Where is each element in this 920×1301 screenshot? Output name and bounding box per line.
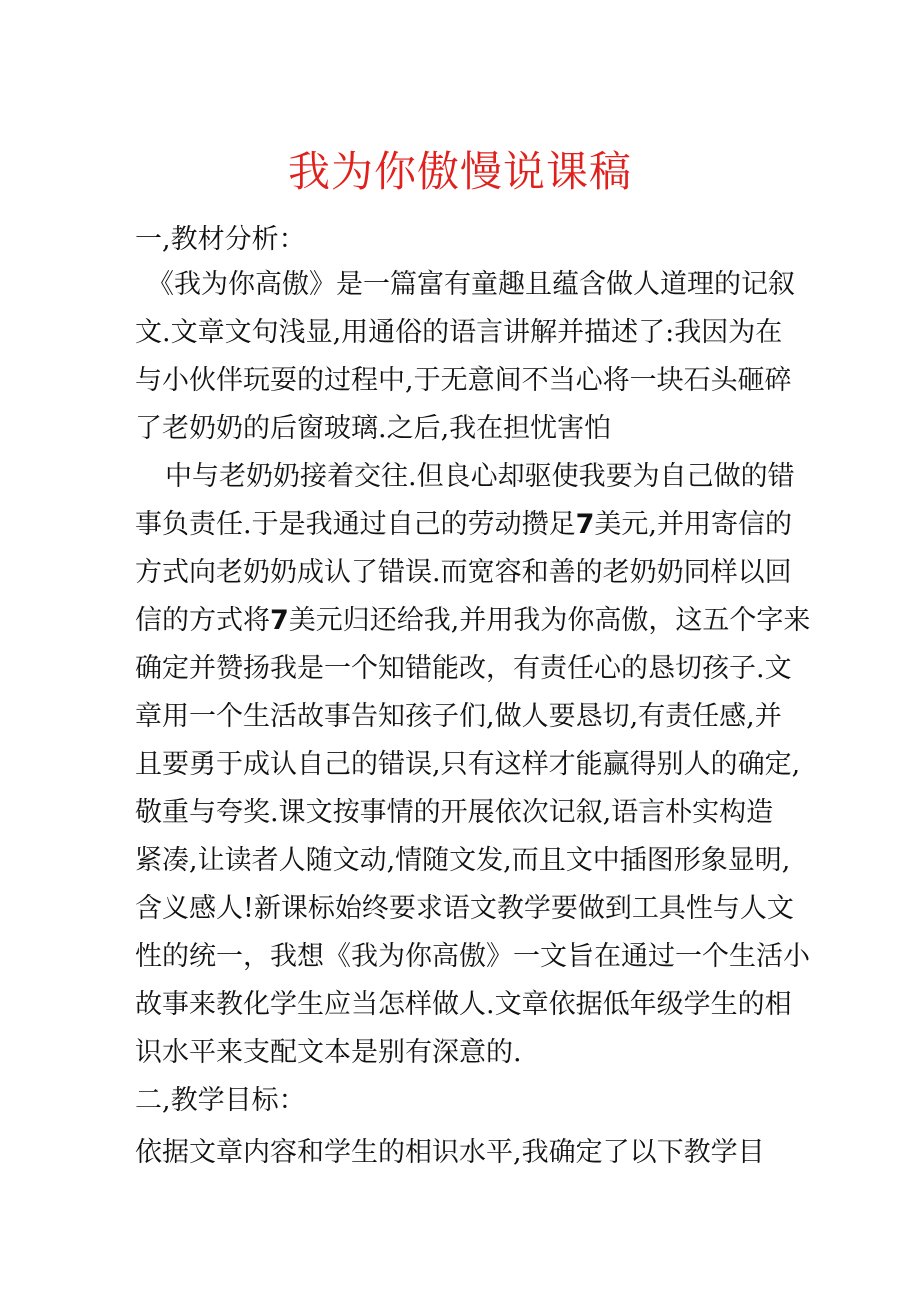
paragraph-2-line-8: 敬重与夸奖.课文按事情的开展依次记叙,语言朴实构造 [135,797,774,828]
paragraph-2-line-10: 含义感人!新课标始终要求语文教学要做到工具性与人文 [135,893,794,924]
paragraph-2-line-9: 紧凑,让读者人随文动,情随文发,而且文中插图形象显明, [135,845,791,876]
paragraph-2-line-6: 章用一个生活故事告知孩子们,做人要恳切,有责任感,并 [135,701,782,732]
paragraph-2-line-2-part-a: 事负责任.于是我通过自己的劳动攒足 [135,509,576,540]
paragraph-1-line-2: 文.文章文句浅显,用通俗的语言讲解并描述了:我因为在 [135,317,783,348]
paragraph-2-line-1: 中与老奶奶接着交往.但良心却驱使我要为自己做的错 [165,461,795,492]
paragraph-2-line-4-part-a: 信的方式将 [135,605,270,636]
paragraph-1-line-3: 与小伙伴玩耍的过程中,于无意间不当心将一块石头砸碎 [135,365,792,396]
section-heading-2: 二,教学目标： [135,1085,306,1116]
paragraph-2-line-13: 识水平来支配文本是别有深意的. [135,1037,522,1068]
paragraph-2-line-12: 故事来教化学生应当怎样做人.文章依据低年级学生的相 [135,989,792,1020]
paragraph-3-line-1: 依据文章内容和学生的相识水平,我确定了以下教学目 [135,1137,765,1168]
paragraph-2-line-4-part-b: 美元归还给我,并用我为你高傲，这五个字来 [288,605,811,636]
document-title: 我为你傲慢说课稿 [287,147,632,196]
paragraph-1-line-4: 了老奶奶的后窗玻璃.之后,我在担忧害怕 [135,413,612,444]
paragraph-2-line-7: 且要勇于成认自己的错误,只有这样才能赢得别人的确定, [135,749,801,780]
paragraph-2-line-5: 确定并赞扬我是一个知错能改，有责任心的恳切孩子.文 [135,653,792,684]
paragraph-1-line-1: 《我为你高傲》是一篇富有童趣且蕴含做人道理的记叙 [147,269,795,300]
paragraph-2-line-4 [135,601,811,641]
number-seven: 7 [575,509,595,540]
number-seven: 7 [270,605,289,636]
section-heading-1: 一,教材分析： [135,224,306,255]
paragraph-2-line-3: 方式向老奶奶成认了错误.而宽容和善的老奶奶同样以回 [135,557,792,588]
paragraph-2-line-2-part-b: 美元,并用寄信的 [594,509,792,540]
paragraph-2-line-2 [135,505,795,545]
paragraph-2-line-11: 性的统一，我想《我为你高傲》一文旨在通过一个生活小 [135,941,810,972]
